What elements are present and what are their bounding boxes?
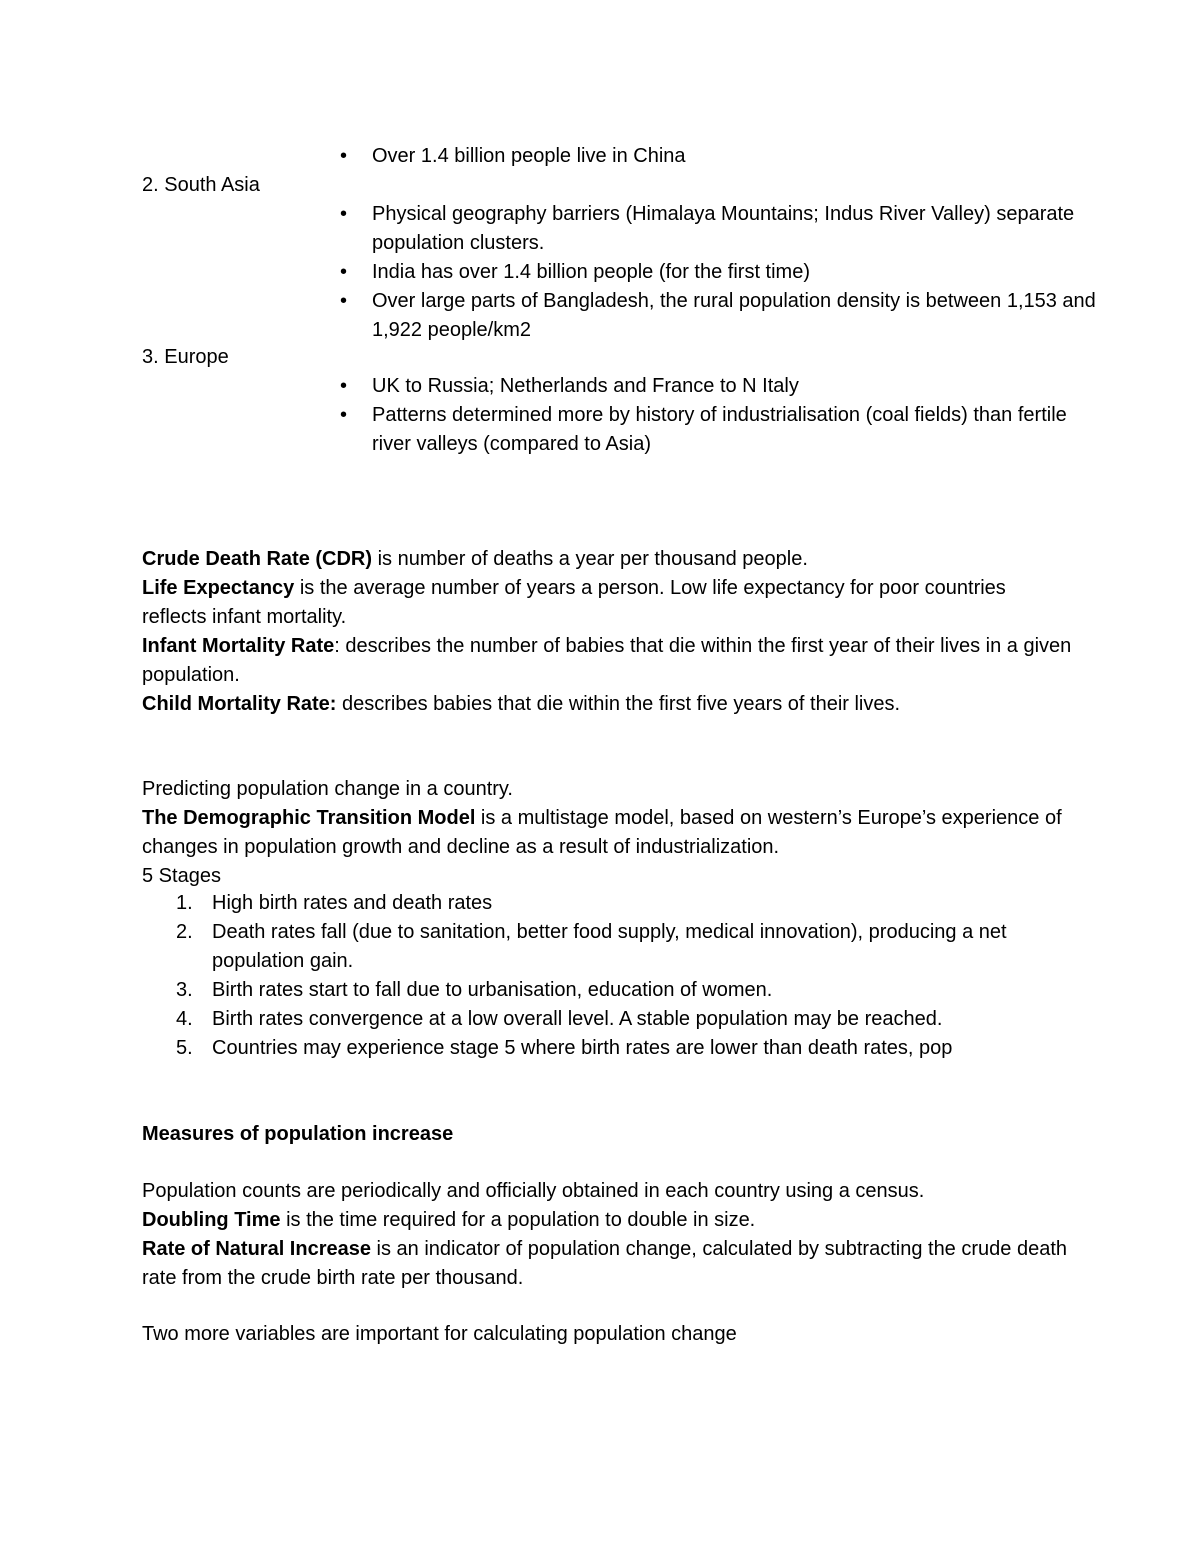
measures-section: [142, 1177, 1072, 1293]
list-item: • Patterns determined more by history of industrialisation (coal fields) than fertile river valleys (compared to Asia): [340, 401, 1100, 459]
list-item: 2. Death rates fall (due to sanitation, better food supply, medical innovation), producing a net population gain.: [176, 921, 1007, 972]
list-item: 4. Birth rates convergence at a low overall level. A stable population may be reached.: [176, 1008, 943, 1030]
europe-bullet-list: [340, 372, 1100, 459]
dtm-definition: The Demographic Transition Model is a multistage model, based on western’s Europe’s experience of changes in population growth and decline as a result of industrialization.: [142, 807, 1062, 858]
bullet-icon: •: [340, 375, 348, 397]
definition-cdr: Crude Death Rate (CDR) is number of deaths a year per thousand people.: [142, 548, 808, 570]
dtm-stages-label: 5 Stages: [142, 865, 221, 887]
list-item: • Over 1.4 billion people live in China: [340, 142, 1100, 171]
list-item: • UK to Russia; Netherlands and France to N Italy: [340, 372, 1100, 401]
definition-doubling-time: Doubling Time is the time required for a population to double in size.: [142, 1209, 756, 1231]
list-item: 5. Countries may experience stage 5 where birth rates are lower than death rates, pop: [176, 1037, 953, 1059]
census-text: Population counts are periodically and officially obtained in each country using a census.: [142, 1180, 925, 1202]
dtm-stages-list: [142, 889, 1072, 1063]
list-item: • India has over 1.4 billion people (for the first time): [340, 258, 1100, 287]
bullet-icon: •: [340, 290, 348, 312]
bullet-icon: •: [340, 261, 348, 283]
mortality-definitions: [142, 545, 1072, 719]
bullet-icon: •: [340, 404, 348, 426]
definition-child-mortality: Child Mortality Rate: describes babies that die within the first five years of their lives.: [142, 693, 901, 715]
list-item: 3. Birth rates start to fall due to urbanisation, education of women.: [176, 979, 773, 1001]
south-asia-bullet-list: [340, 200, 1100, 345]
dtm-section: [142, 775, 1072, 891]
bullet-icon: •: [340, 145, 348, 167]
bullet-icon: •: [340, 203, 348, 225]
dtm-intro: Predicting population change in a country.: [142, 778, 513, 800]
list-item: 1. High birth rates and death rates: [176, 892, 493, 914]
definition-life-expectancy: Life Expectancy is the average number of years a person. Low life expectancy for poor countries reflects infant mortality.: [142, 577, 1006, 628]
definition-natural-increase: Rate of Natural Increase is an indicator of population change, calculated by subtracting the crude death rate from the crude birth rate per thousand.: [142, 1238, 1067, 1289]
china-bullet-list: [340, 142, 1100, 171]
list-item: • Physical geography barriers (Himalaya Mountains; Indus River Valley) separate population clusters.: [340, 200, 1100, 258]
europe-heading: 3. Europe: [142, 346, 229, 368]
list-item: • Over large parts of Bangladesh, the rural population density is between 1,153 and 1,922 people/km2: [340, 287, 1100, 345]
closing-text: Two more variables are important for calculating population change: [142, 1323, 737, 1345]
measures-heading: Measures of population increase: [142, 1123, 454, 1145]
definition-infant-mortality: Infant Mortality Rate: describes the number of babies that die within the first year of their lives in a given population.: [142, 635, 1072, 686]
south-asia-heading: 2. South Asia: [142, 174, 260, 196]
